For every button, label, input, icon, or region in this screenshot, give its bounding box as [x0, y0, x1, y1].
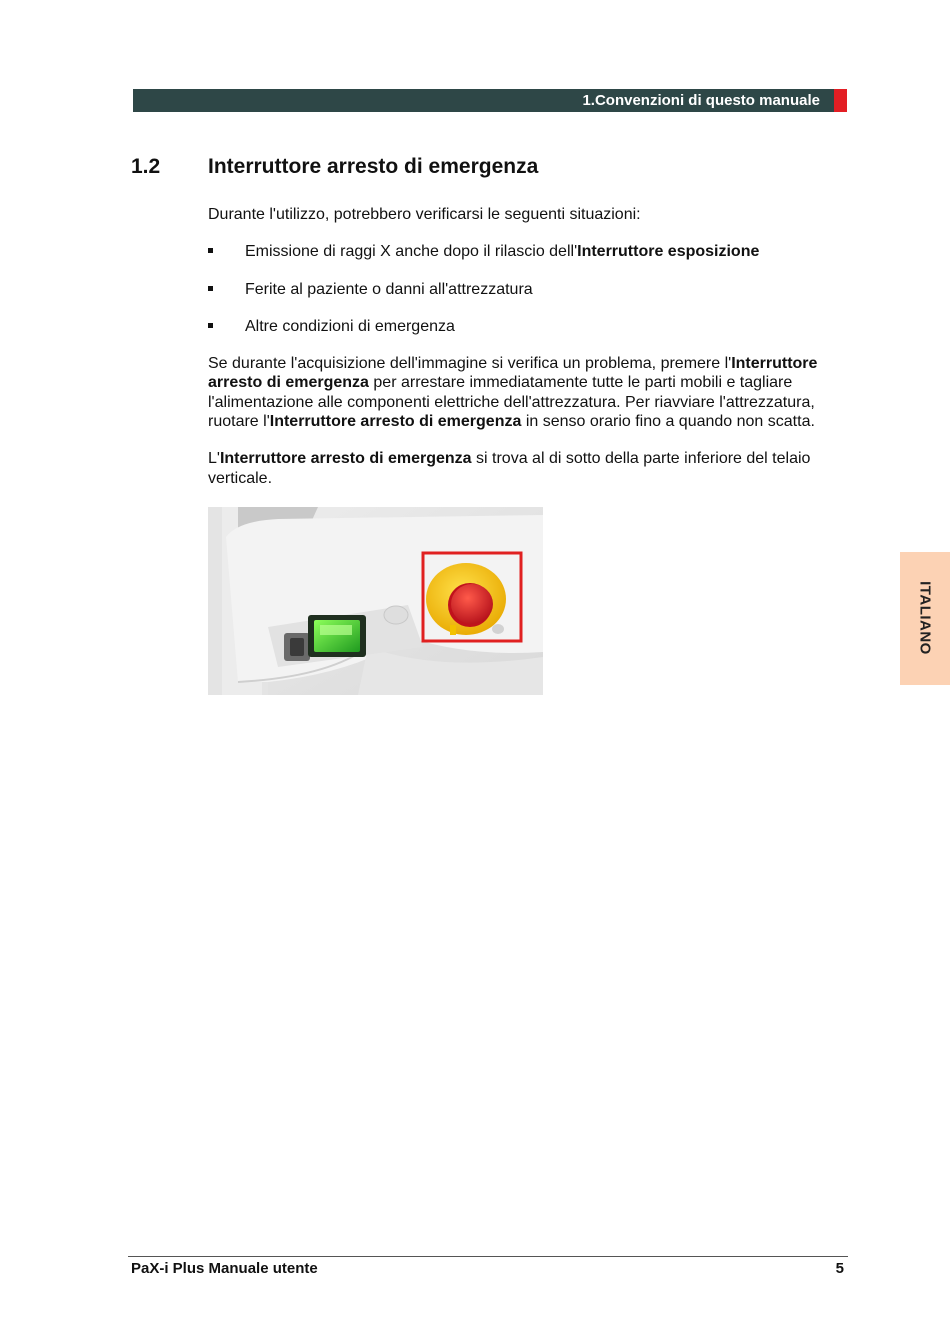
- header-title: 1.Convenzioni di questo manuale: [582, 92, 820, 109]
- language-tab[interactable]: [900, 552, 950, 685]
- list-item: Ferite al paziente o danni all'attrezzatura: [208, 280, 848, 299]
- device-illustration: [208, 507, 543, 695]
- footer-divider: [128, 1256, 848, 1257]
- header-bar: [133, 89, 834, 112]
- section-number: 1.2: [131, 155, 161, 178]
- location-paragraph: L'Interruttore arresto di emergenza si trova al di sotto della parte inferiore del telaio verticale.: [208, 450, 811, 487]
- page-number: 5: [835, 1260, 844, 1277]
- section-title: Interruttore arresto di emergenza: [208, 155, 539, 178]
- bullet-icon: [208, 248, 213, 253]
- situation-list: [208, 242, 848, 336]
- list-item: Altre condizioni di emergenza: [208, 317, 848, 336]
- language-tab-label: ITALIANO: [916, 581, 934, 655]
- emergency-switch-photo: [208, 507, 543, 695]
- list-item: Emissione di raggi X anche dopo il rilascio dell'Interruttore esposizione: [208, 242, 848, 261]
- bullet-icon: [208, 286, 213, 291]
- instructions-paragraph: Se durante l'acquisizione dell'immagine si verifica un problema, premere l'Interruttore arresto di emergenza per arrestare immediatamente tutte le parti mobili e tagliare l'alimentazione alle componenti elettriche dell'attrezzatura. Per riavviare l'attrezzatura, ruotare l'Interruttore arresto di emergenza in senso orario fino a quando non scatta.: [208, 355, 818, 431]
- bullet-icon: [208, 323, 213, 328]
- intro-text: Durante l'utilizzo, potrebbero verificarsi le seguenti situazioni:: [208, 206, 641, 223]
- header-accent: [834, 89, 847, 112]
- body-content: [208, 205, 848, 488]
- footer-manual-title: PaX-i Plus Manuale utente: [131, 1260, 318, 1277]
